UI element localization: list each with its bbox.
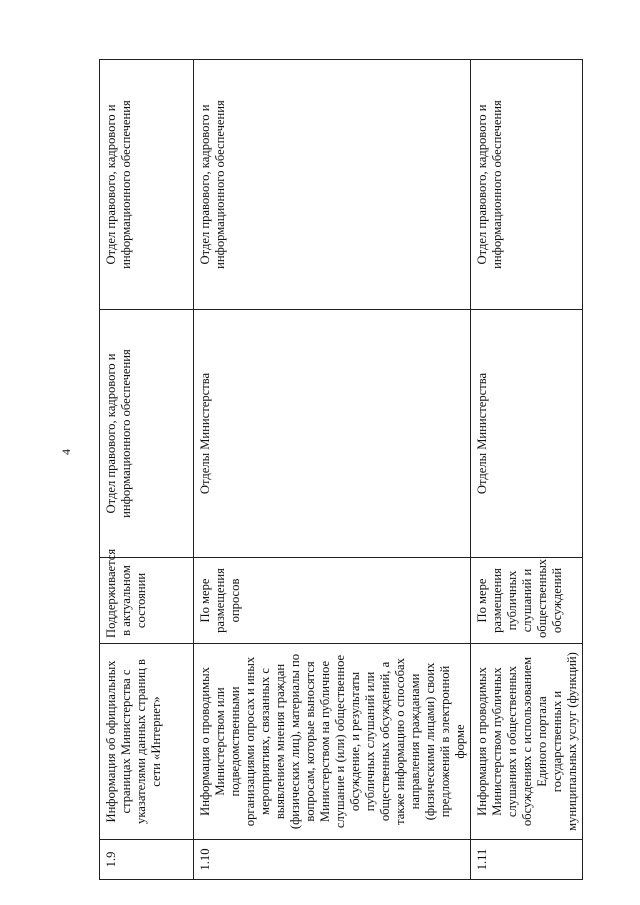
row-name: Информация о проводимых Министерством или подведомственными организациями опросах и иных мероприятиях, связанных с выявлением мнения граждан (физических лиц), материалы по вопросам, которые выносятся Министерством на публичное слушание и (или) общественное обсуждение, и результаты публичных слушаний или общественных обсуждений, а также информацию о способах направления гражданами (физическими лицами) своих предложений в электронной форме	[194, 644, 471, 840]
row-number: 1.9	[100, 840, 194, 880]
row-term: По мере размещения публичных слушаний и общественных обсуждений	[471, 558, 583, 644]
row-executor: Отдел правового, кадрового и информационного обеспечения	[100, 310, 194, 558]
row-executor: Отделы Министерства	[471, 310, 583, 558]
table-row	[194, 60, 471, 880]
row-term: Поддерживается в актуальном состоянии	[100, 558, 194, 644]
table-row	[100, 60, 194, 880]
table-row	[471, 60, 583, 880]
row-responsible: Отдел правового, кадрового и информационного обеспечения	[471, 60, 583, 310]
rotated-table-container	[99, 60, 579, 880]
row-name: Информация о проводимых Министерством публичных слушаниях и общественных обсуждениях с использованием Единого портала государственных и муниципальных услуг (функций)	[471, 644, 583, 840]
row-name: Информация об официальных страницах Министерства с указателями данных страниц в сети «Интернет»	[100, 644, 194, 840]
page-number: 4	[59, 449, 73, 455]
row-term: По мере размещения опросов	[194, 558, 471, 644]
row-number: 1.10	[194, 840, 471, 880]
row-responsible: Отдел правового, кадрового и информационного обеспечения	[100, 60, 194, 310]
row-executor: Отделы Министерства	[194, 310, 471, 558]
plan-table	[99, 59, 583, 880]
row-responsible: Отдел правового, кадрового и информационного обеспечения	[194, 60, 471, 310]
row-number: 1.11	[471, 840, 583, 880]
